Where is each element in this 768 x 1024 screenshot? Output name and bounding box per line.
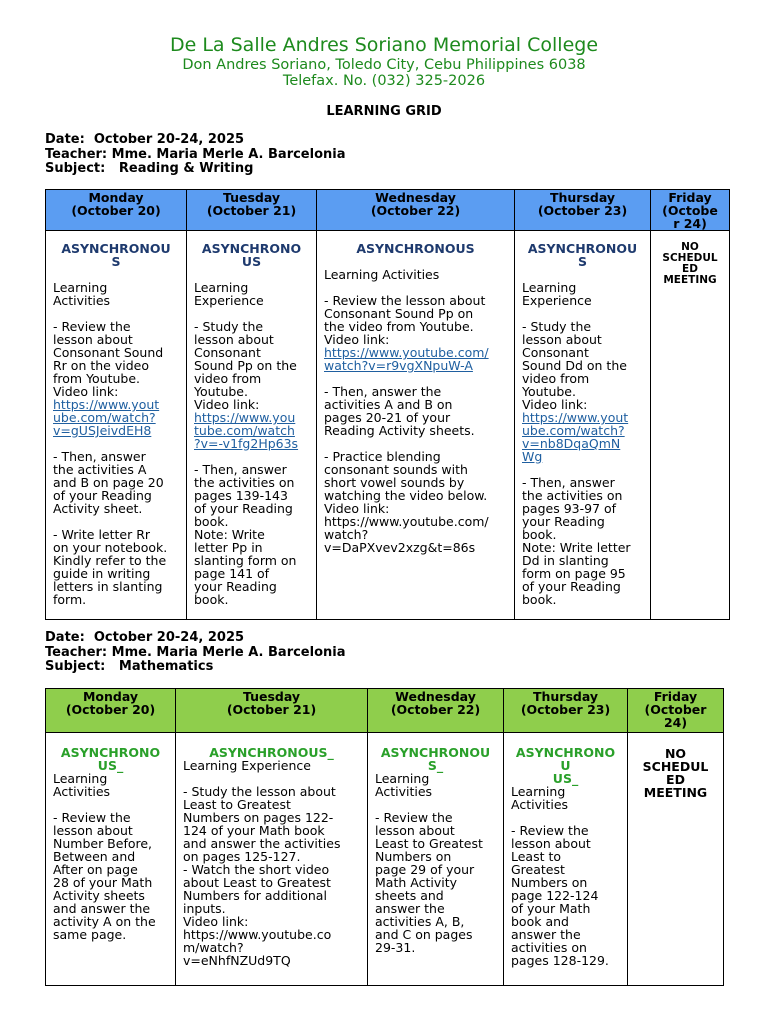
activity-text: - Then, answer the activities on pages 139-143 of your Reading book. Note: Write letter Pp in slanting form on page 141 of your Reading book.	[194, 462, 297, 607]
async-label: ASYNCHRONO US	[201, 241, 302, 269]
async-label: ASYNCHRONOUS	[356, 241, 475, 256]
school-address: Don Andres Soriano, Toledo City, Cebu Philippines 6038	[182, 57, 586, 73]
async-label: ASYNCHRONOU US_	[515, 745, 616, 786]
reading-date: Date: October 20-24, 2025	[45, 132, 245, 147]
async-label: ASYNCHRONOU S	[527, 241, 638, 269]
math-col-tuesday: Tuesday (October 21)	[176, 689, 368, 733]
math-date: Date: October 20-24, 2025	[45, 630, 245, 645]
video-link[interactable]: https://www.yout ube.com/watch? v=nb8DqaQmN Wg	[522, 410, 629, 464]
reading-col-tuesday: Tuesday (October 21)	[187, 190, 317, 231]
reading-cell-friday	[651, 231, 730, 620]
activity-text: Learning Experience - Study the lesson about Consonant Sound Dd on the video from Youtube. Video link:	[522, 280, 627, 412]
no-meeting-label: NO SCHEDUL ED MEETING	[642, 746, 709, 800]
reading-cell-wednesday	[317, 231, 515, 620]
math-subject: Subject: Mathematics	[45, 659, 214, 674]
math-cell-monday	[46, 733, 176, 986]
activity-text: Learning Activities - Review the lesson about Consonant Sound Rr on the video from Youtube. Video link:	[53, 280, 164, 399]
activity-text: - Then, answer the activities A and B on page 20 of your Reading Activity sheet. - Write letter Rr on your notebook. Kindly refer to the guide in writing letters in slanting form.	[53, 449, 168, 607]
math-cell-friday	[628, 733, 724, 986]
math-col-wednesday: Wednesday (October 22)	[368, 689, 504, 733]
activity-text: Learning Activities - Review the lesson about Consonant Sound Pp on the video from Youtube. Video link:	[324, 267, 486, 347]
school-telefax: Telefax. No. (032) 325-2026	[282, 73, 486, 89]
reading-cell-thursday	[515, 231, 651, 620]
math-teacher: Teacher: Mme. Maria Merle A. Barcelonia	[45, 644, 346, 660]
math-header-row	[46, 689, 724, 733]
activity-text: Learning Experience - Study the lesson about Consonant Sound Pp on the video from Youtube. Video link:	[194, 280, 297, 412]
math-cell-tuesday	[176, 733, 368, 986]
async-label: ASYNCHRONOU S_	[380, 745, 491, 773]
activity-text: Learning Activities - Review the lesson about Number Before, Between and After on page 28 of your Math Activity sheets and answer the activity A on the same page.	[53, 771, 156, 942]
reading-cell-monday	[46, 231, 187, 620]
math-body-row	[46, 733, 724, 986]
reading-col-friday: Friday (Octobe r 24)	[651, 190, 730, 231]
activity-text: Learning Activities - Review the lesson about Least to Greatest Numbers on page 29 of your Math Activity sheets and answer the activities A, B, and C on pages 29-31.	[375, 771, 483, 955]
school-name: De La Salle Andres Soriano Memorial College	[169, 34, 599, 56]
learning-grid-title: LEARNING GRID	[326, 104, 442, 119]
math-col-monday: Monday (October 20)	[46, 689, 176, 733]
math-col-friday: Friday (October 24)	[628, 689, 724, 733]
async-label: ASYNCHRONO US_	[60, 745, 161, 773]
reading-body-row	[46, 231, 730, 620]
reading-col-thursday: Thursday (October 23)	[515, 190, 651, 231]
activity-text: - Then, answer the activities on pages 93-97 of your Reading book. Note: Write letter Dd in slanting form on page 95 of your Reading book.	[522, 475, 631, 607]
reading-col-wednesday: Wednesday (October 22)	[317, 190, 515, 231]
activity-text: Learning Activities - Review the lesson about Least to Greatest Numbers on page 122-124 of your Math book and answer the activities on pages 128-129.	[511, 784, 609, 968]
reading-cell-tuesday	[187, 231, 317, 620]
activity-text: Learning Experience - Study the lesson about Least to Greatest Numbers on pages 122- 124 of your Math book and answer the activities on pages 125-127. - Watch the short video about Least to Greatest Numbers for additional inputs. Video link: https://www.youtube.co m/watch? v=eNhfNZUd9TQ	[183, 758, 341, 968]
no-meeting-label: NO SCHEDUL ED MEETING	[662, 241, 718, 286]
async-label: ASYNCHRONOUS_	[209, 745, 334, 760]
reading-col-monday: Monday (October 20)	[46, 190, 187, 231]
math-col-thursday: Thursday (October 23)	[504, 689, 628, 733]
reading-subject: Subject: Reading & Writing	[45, 161, 254, 176]
video-link[interactable]: https://www.you tube.com/watch ?v=-v1fg2Hp63s	[194, 410, 299, 451]
reading-teacher: Teacher: Mme. Maria Merle A. Barcelonia	[45, 146, 346, 162]
reading-writing-grid	[45, 189, 730, 620]
video-link[interactable]: https://www.youtube.com/ watch?v=r9vgXNpuW-A	[324, 345, 489, 373]
mathematics-grid	[45, 688, 724, 986]
activity-text: - Then, answer the activities A and B on pages 20-21 of your Reading Activity sheets. - Practice blending consonant sounds with short vowel sounds by watching the video below. Video link: https://www.youtube.com/ watch? v=DaPXvev2xzg&t=86s	[324, 384, 489, 555]
math-cell-thursday	[504, 733, 628, 986]
reading-meta	[45, 133, 346, 177]
async-label: ASYNCHRONOU S	[61, 241, 171, 269]
reading-header-row	[46, 190, 730, 231]
video-link[interactable]: https://www.yout ube.com/watch? v=gUSJeivdEH8	[53, 397, 160, 438]
math-meta	[45, 631, 346, 675]
math-cell-wednesday	[368, 733, 504, 986]
